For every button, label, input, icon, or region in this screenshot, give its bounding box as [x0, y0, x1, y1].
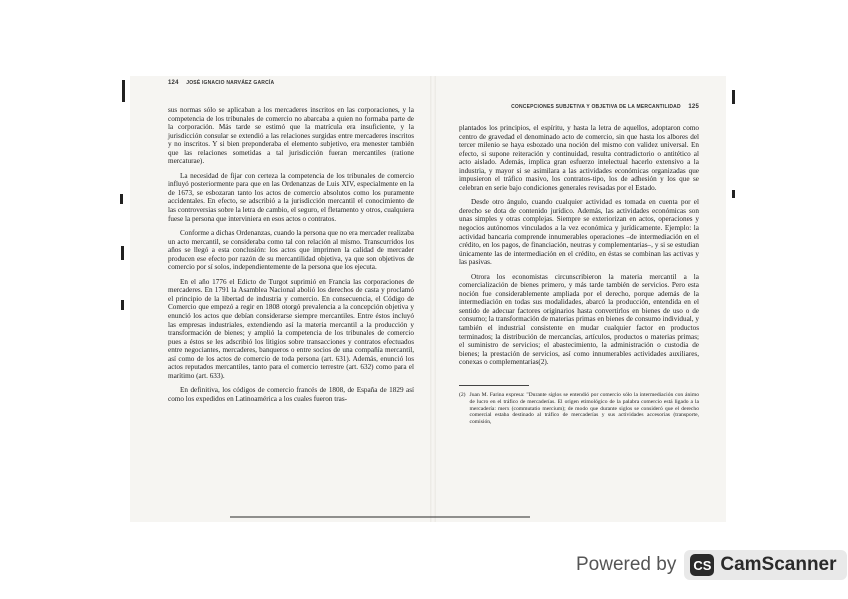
camscanner-watermark	[576, 550, 847, 580]
camscanner-brand-name: CamScanner	[720, 554, 837, 575]
right-header-title: CONCEPCIONES SUBJETIVA Y OBJETIVA DE LA MERCANTILIDAD	[511, 104, 681, 110]
left-page	[168, 80, 414, 409]
right-running-head	[459, 104, 699, 110]
right-paragraph-3: Otrora los economistas circunscribieron la materia mercantil a la comercialización de bienes primero, y más tarde también de servicios. Pero esta noción fue considerablemente ampliada por el derecho, porque además de la intermediación en todas sus modalidades, abarcó la producción, entendida en el sentido de adecuar factores originarios hasta convertirlos en bienes de uso o de consumo; la transformación de materias primas en bienes de consumo individual, y también el industrial consistente en mudar cualquier factor en productos terminados; la distribución de mercancías, artículos, productos o materias primas; el suministro de servicios; el abastecimiento, la administración o custodia de bienes; la prestación de servicios, así como innumerables actividades auxiliares, conexas o complementarias(2).	[459, 272, 699, 367]
left-paragraph-3: Conforme a dichas Ordenanzas, cuando la persona que no era mercader realizaba un acto mercantil, se consideraba como tal con relación al mismo. Transcurridos los años se llegó a esta conclusión: los actos que imprimen la calidad de mercader producen ese efecto por razón de su mercantilidad objetiva, ya que son objetivos de comercio por sí solos, independientemente de la persona que los ejecuta.	[168, 229, 414, 272]
right-paragraph-1: plantados los principios, el espíritu, y hasta la letra de aquellos, adoptaron como centro de gravedad el denominado acto de comercio, sin que hasta los albores del tercer milenio se haya esbozado una noción del mismo con validez universal. En efecto, si supone reiteración y continuidad, resulta contradictorio o antitético al acto aislado. Además, implica gran esfuerzo intelectual hacerlo extensivo a la industria, y mayor si se asimilara a las actividades económicas organizadas que impusieron el tráfico masivo, los contratos-tipo, los de adhesión y los que se celebran en serie bajo condiciones generales revisadas por el Estado.	[459, 124, 699, 192]
scan-edge-mark	[120, 194, 123, 204]
footnote-rule	[459, 385, 529, 386]
camscanner-icon: CS	[690, 554, 714, 576]
left-page-number: 124	[168, 80, 179, 86]
footnote	[459, 392, 699, 427]
book-gutter	[430, 76, 436, 522]
camscanner-logo	[684, 550, 846, 580]
right-paragraph-2: Desde otro ángulo, cuando cualquier actividad es tomada en cuenta por el derecho se dota de contenido jurídico. Además, las actividades económicas son unas simples y otras complejas. Siempre se exteriorizan en actos, operaciones y negocios autónomos vinculados a la vez económica y jurídicamente. Ejemplo: la actividad bancaria comprende innumerables operaciones –de intermediación en el crédito, en los pagos, de financiación, neutras y complementarias–, y si se estudian únicamente las de intermediación en el crédito, en éstas se combinan las activas y las pasivas.	[459, 198, 699, 267]
powered-by-text: Powered by	[576, 554, 677, 575]
scan-edge-mark	[732, 90, 735, 104]
footnote-number: (2)	[459, 391, 466, 398]
left-header-author: JOSÉ IGNACIO NARVÁEZ GARCÍA	[186, 80, 275, 86]
footnote-text: Juan M. Farina expresa: "Durante siglos se entendió por comercio sólo la intermediación con ánimo de lucro en el tráfico de mercaderías. El origen etimológico de la palabra comercio está ligado a la mercadería: merx (commutatio mercium); de modo que durante siglos se consideró que el derecho comercial estaba destinado al tráfico de mercaderías y sus actividades accesorias (transporte, comisión,	[469, 391, 699, 426]
left-paragraph-1: sus normas sólo se aplicaban a los mercaderes inscritos en las corporaciones, y la competencia de los tribunales de comercio no abarcaba a quien no formaba parte de la corporación. Más tarde se estimó que la matrícula era insuficiente, y la jurisdicción consular se extendió a las relaciones surgidas entre mercaderes inscritos y no inscritos. Y si bien preponderaba el elemento subjetivo, era menester también que las relaciones sometidas a tal jurisdicción fueran mercantiles (ratione mercaturae).	[168, 106, 414, 166]
scan-edge-mark	[732, 190, 735, 198]
left-paragraph-4: En el año 1776 el Edicto de Turgot suprimió en Francia las corporaciones de mercaderes. En 1791 la Asamblea Nacional abolió los derechos de casta y proclamó el principio de la libertad de industria y comercio. En consecuencia, el Código de Comercio que empezó a regir en 1808 otorgó prevalencia a la concepción objetiva y enunció los actos que debían considerarse siempre mercantiles. Entre éstos incluyó las empresas industriales, extendiendo así la materia mercantil a la producción y transformación de bienes; y amplió la competencia de los tribunales de comercio pues a éstos se les adscribió los litigios sobre transacciones y contratos efectuados entre negociantes, mercaderes, banqueros o entre socios de una compañía mercantil, así como de los actos de comercio de toda persona (art. 631). Además, enunció los actos reputados mercantiles, tanto para el comercio terrestre (art. 632) como para el marítimo (art. 633).	[168, 277, 414, 380]
scan-edge-mark	[121, 300, 124, 310]
right-page	[459, 80, 699, 426]
left-paragraph-2: La necesidad de fijar con certeza la competencia de los tribunales de comercio influyó posteriormente para que en las Ordenanzas de Luis XIV, especialmente en la de 1673, se esbozaran tanto los actos de comercio absolutos como los puramente accidentales. En efecto, se adscribió a la jurisdicción mercantil el conocimiento de las controversias sobre la letra de cambio, el seguro, el fletamento y otros, cualquiera fuese la persona que interviniera en esos actos o contratos.	[168, 171, 414, 223]
left-running-head	[168, 80, 414, 86]
scan-edge-mark	[122, 80, 125, 102]
page-bottom-edge	[230, 516, 530, 518]
scan-edge-mark	[121, 246, 124, 260]
right-page-number: 125	[688, 104, 699, 110]
left-paragraph-5: En definitiva, los códigos de comercio francés de 1808, de España de 1829 así como los expedidos en Latinoamérica a los cuales fueron tras-	[168, 386, 414, 403]
